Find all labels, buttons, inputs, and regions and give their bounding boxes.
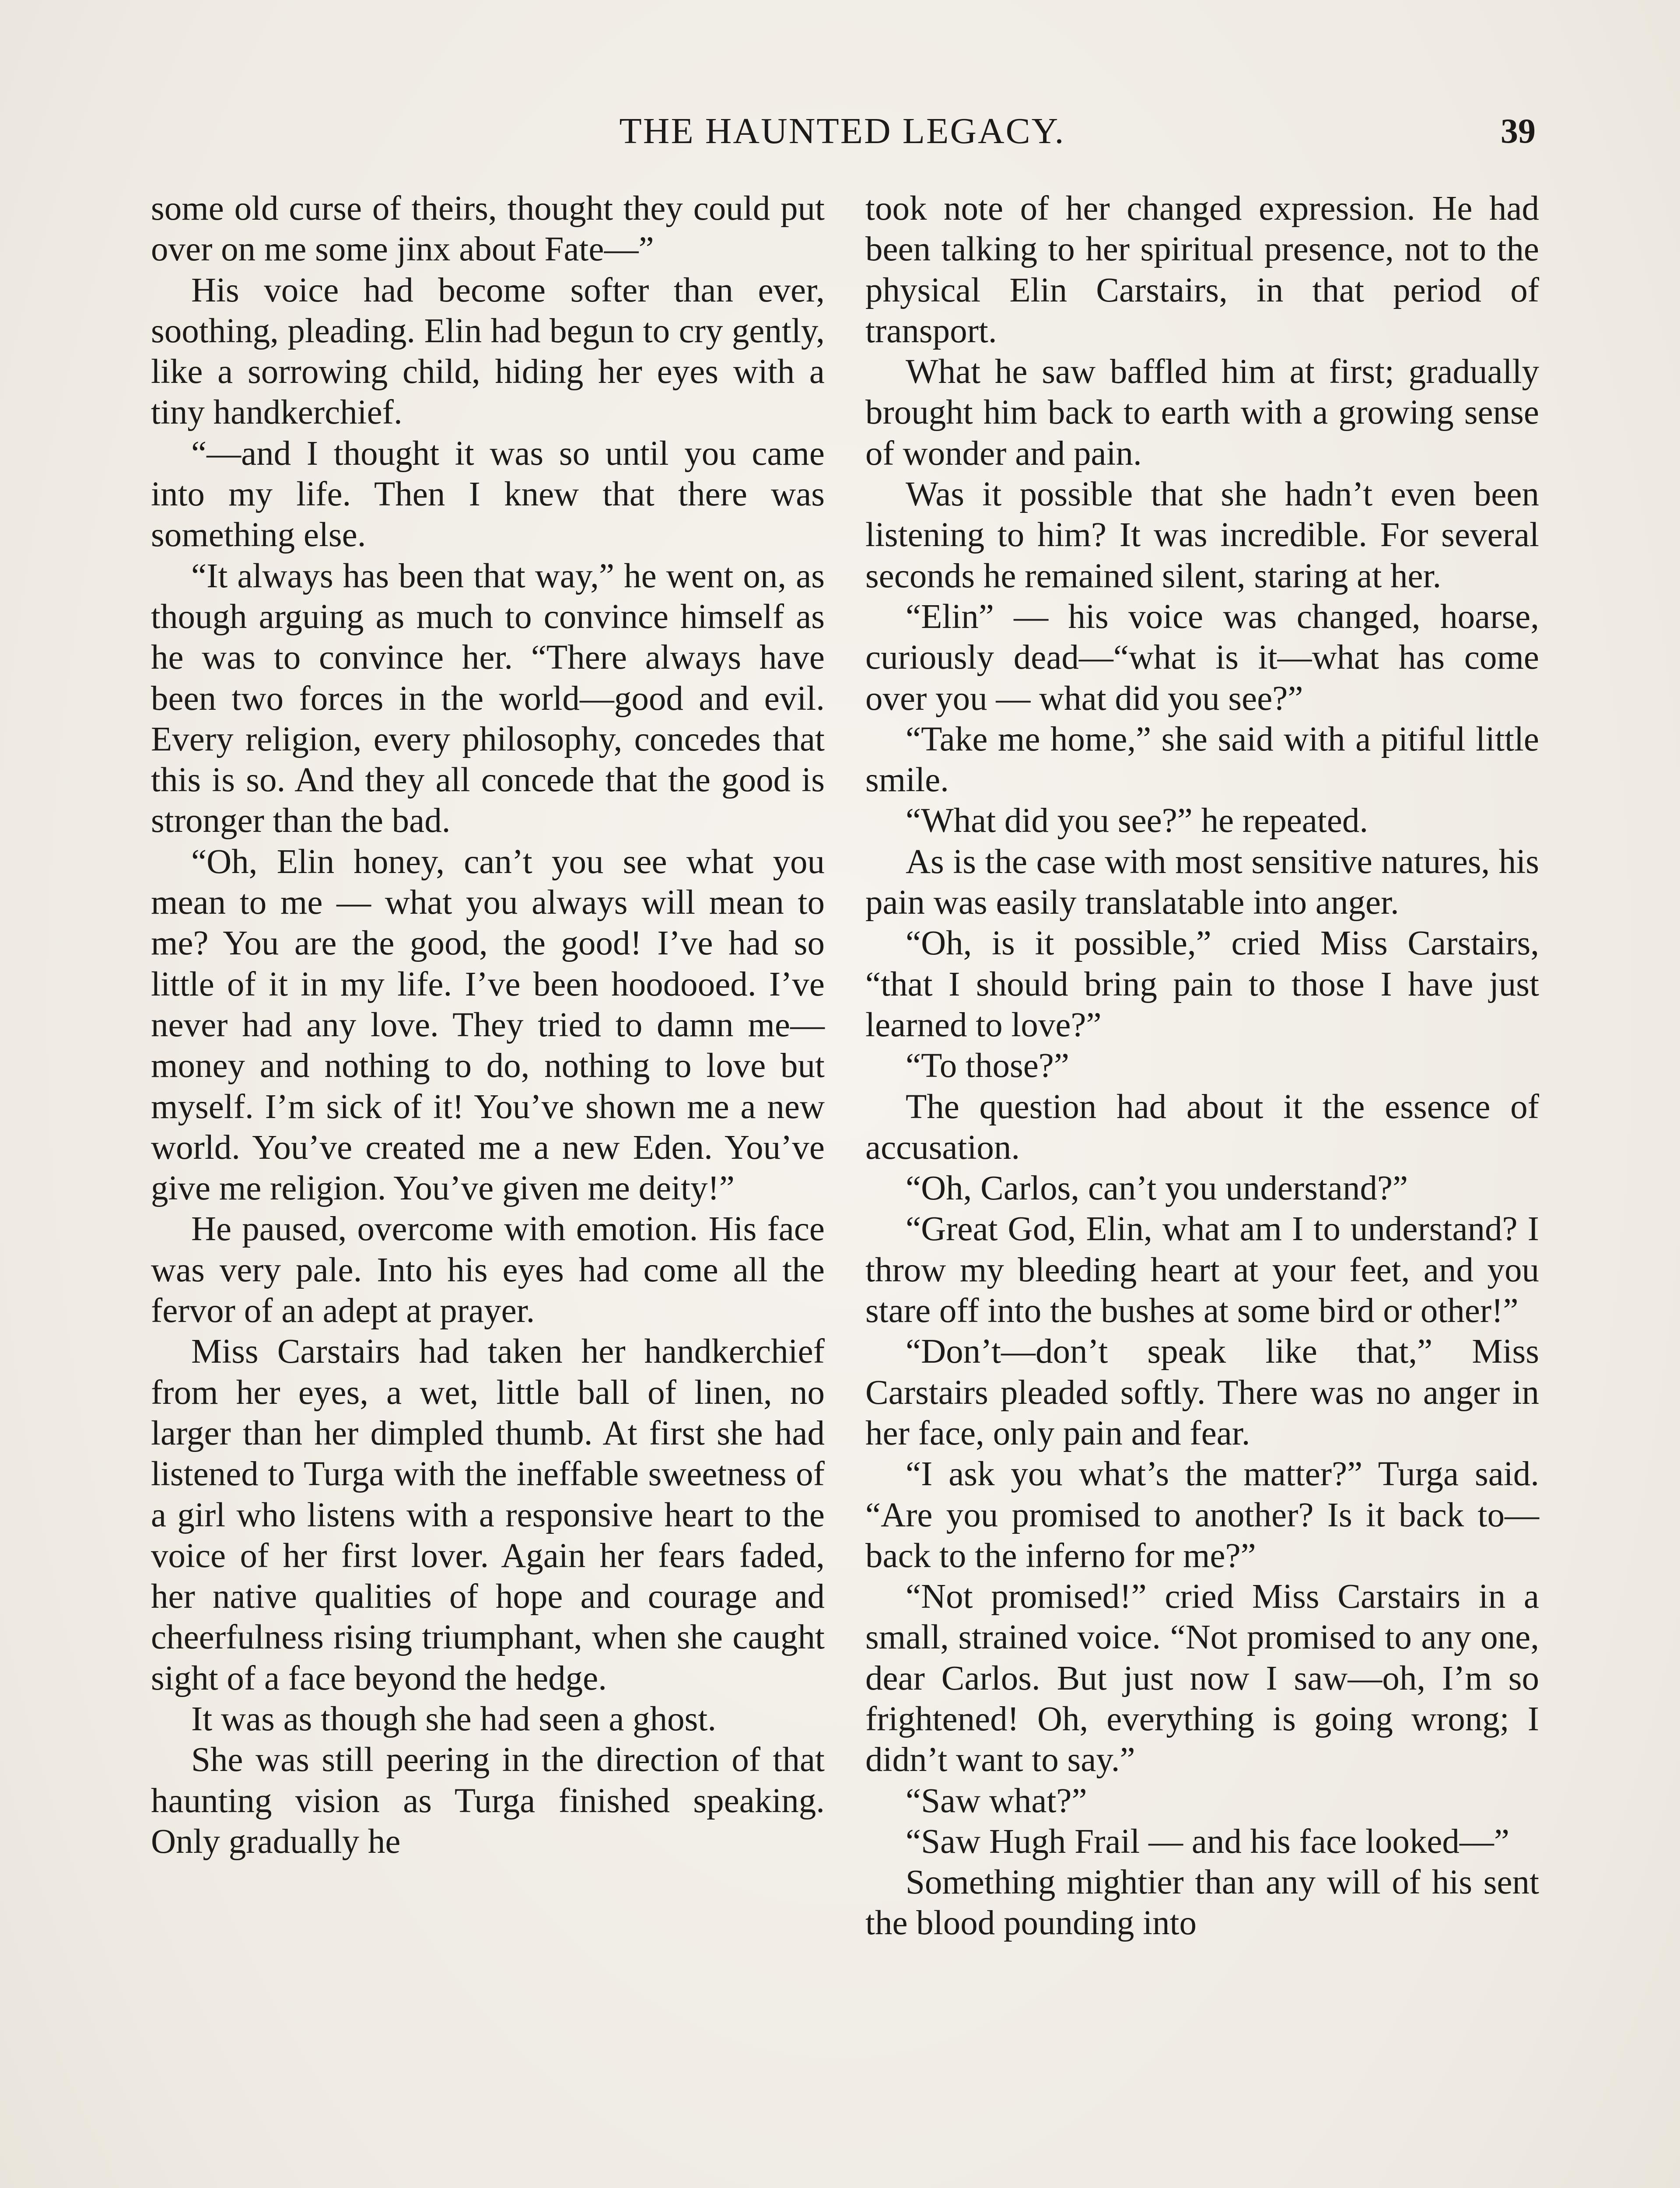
paragraph: Something mightier than any will of his sent the blood pounding into	[865, 1863, 1539, 1943]
paragraph: Was it possible that she hadn’t even been listening to him? It was incredible. For several seconds he remained silent, staring at her.	[865, 475, 1539, 595]
paragraph: “Take me home,” she said with a pitiful little smile.	[865, 720, 1539, 799]
paragraph: It was as though she had seen a ghost.	[191, 1700, 717, 1738]
paragraph: some old curse of theirs, thought they could put over on me some jinx about Fate—”	[151, 189, 825, 269]
paragraph: She was still peering in the direction of that haunting vision as Turga finished speaking. Only gradually he	[151, 1741, 825, 1861]
paragraph: “To those?”	[906, 1047, 1069, 1085]
text-column-left	[151, 188, 825, 1862]
running-head-title: THE HAUNTED LEGACY.	[619, 111, 1065, 151]
paragraph: What he saw baffled him at first; gradually brought him back to earth with a growing sense of wonder and pain.	[865, 353, 1539, 473]
paragraph: “Don’t—don’t speak like that,” Miss Carstairs pleaded softly. There was no anger in her face, only pain and fear.	[865, 1332, 1539, 1452]
page-number: 39	[1501, 112, 1536, 151]
paragraph: His voice had become softer than ever, soothing, pleading. Elin had begun to cry gently, like a sorrowing child, hiding her eyes with a tiny handkerchief.	[151, 271, 825, 432]
paragraph: “Not promised!” cried Miss Carstairs in a small, strained voice. “Not promised to any one, dear Carlos. But just now I saw—oh, I’m so frightened! Oh, everything is going wrong; I didn’t want to say.”	[865, 1578, 1539, 1779]
paragraph: “Elin” — his voice was changed, hoarse, curiously dead—“what is it—what has come over you — what did you see?”	[865, 597, 1539, 718]
paragraph: “Saw what?”	[906, 1781, 1087, 1820]
paragraph: “Saw Hugh Frail — and his face looked—”	[906, 1822, 1509, 1861]
paragraph: “What did you see?” he repeated.	[906, 802, 1368, 840]
paragraph: “Oh, Carlos, can’t you understand?”	[906, 1169, 1408, 1208]
page-header	[149, 107, 1536, 155]
text-column-right	[865, 188, 1539, 1944]
paragraph: “Great God, Elin, what am I to understand? I throw my bleeding heart at your feet, and you stare off into the bushes at some bird or other!”	[865, 1210, 1539, 1330]
paragraph: He paused, overcome with emotion. His face was very pale. Into his eyes had come all the fervor of an adept at prayer.	[151, 1210, 825, 1330]
paragraph: As is the case with most sensitive natures, his pain was easily translatable into anger.	[865, 842, 1539, 922]
paragraph: “—and I thought it was so until you came into my life. Then I knew that there was something else.	[151, 434, 825, 554]
paragraph: “It always has been that way,” he went on, as though arguing as much to convince himself as he was to convince her. “There always have been two forces in the world—good and evil. Every religion, every philosophy, concedes that this is so. And they all concede that the good is stronger than the bad.	[151, 557, 825, 840]
paragraph: “I ask you what’s the matter?” Turga said. “Are you promised to another? Is it back to—back to the inferno for me?”	[865, 1455, 1539, 1575]
paragraph: “Oh, is it possible,” cried Miss Carstairs, “that I should bring pain to those I have just learned to love?”	[865, 924, 1539, 1044]
paragraph: took note of her changed expression. He had been talking to her spiritual presence, not to the physical Elin Carstairs, in that period of transport.	[865, 189, 1539, 350]
paragraph: The question had about it the essence of accusation.	[865, 1087, 1539, 1167]
paragraph: “Oh, Elin honey, can’t you see what you mean to me — what you always will mean to me? You are the good, the good! I’ve had so little of it in my life. I’ve been hoodooed. I’ve never had any love. They tried to damn me—money and nothing to do, nothing to love but myself. I’m sick of it! You’ve shown me a new world. You’ve created me a new Eden. You’ve give me religion. You’ve given me deity!”	[151, 842, 825, 1208]
paragraph: Miss Carstairs had taken her handkerchief from her eyes, a wet, little ball of linen, no larger than her dimpled thumb. At first she had listened to Turga with the ineffable sweetness of a girl who listens with a responsive heart to the voice of her first lover. Again her fears faded, her native qualities of hope and courage and cheerfulness rising triumphant, when she caught sight of a face beyond the hedge.	[151, 1332, 825, 1697]
